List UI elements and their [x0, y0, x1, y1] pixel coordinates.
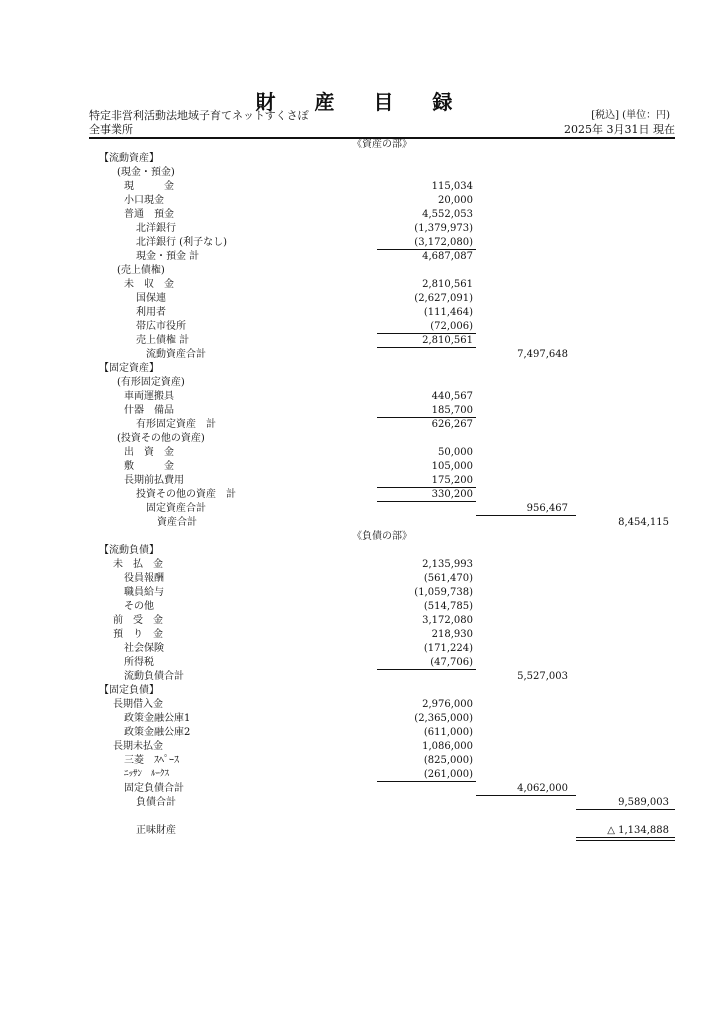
staff-salary-value: (1,059,738) [414, 587, 473, 598]
capital-investment-value: 50,000 [438, 447, 473, 458]
accrued-payable-value: 2,135,993 [422, 559, 473, 570]
fixed-assets-heading: 【固定資産】 [99, 363, 159, 374]
accrued-income-value: 2,810,561 [422, 279, 473, 290]
investment-total-label: 投資その他の資産 計 [136, 489, 236, 500]
social-insurance-label: 社会保険 [124, 643, 164, 654]
subtotal-rule [576, 809, 675, 810]
kokuhoren-label: 国保連 [136, 293, 166, 304]
tangible-group-heading: (有形固定資産) [117, 377, 185, 388]
subtotal-rule [476, 515, 576, 516]
cash-group-heading: (現金・預金) [117, 167, 175, 178]
deposits-received-value: 218,930 [431, 629, 473, 640]
advance-received-label: 前 受 金 [113, 615, 163, 626]
social-insurance-value: (171,224) [423, 643, 473, 654]
current-liabilities-heading: 【流動負債】 [99, 545, 159, 556]
fixtures-value: 185,700 [431, 405, 473, 416]
assets-total-label: 資産合計 [157, 517, 197, 528]
fixed-assets-total-value: 956,467 [526, 503, 568, 514]
users-label: 利用者 [136, 307, 166, 318]
obihiro-city-value: (72,006) [430, 321, 473, 332]
users-value: (111,464) [423, 307, 473, 318]
receivables-total-value: 2,810,561 [422, 335, 473, 346]
jfc1-label: 政策金融公庫1 [124, 713, 191, 724]
investment-total-value: 330,200 [431, 489, 473, 500]
mitsubishi-space-value: (825,000) [423, 755, 473, 766]
accrued-payable-label: 未 払 金 [113, 559, 163, 570]
document-title: 財 産 目 録 [255, 90, 469, 114]
tangible-total-label: 有形固定資産 計 [136, 419, 216, 430]
hokuyo-bank-label: 北洋銀行 [136, 223, 176, 234]
income-tax-value: (47,706) [430, 657, 473, 668]
ordinary-deposit-label: 普通 預金 [124, 209, 174, 220]
deposit-value: 105,000 [431, 461, 473, 472]
petty-cash-value: 20,000 [438, 195, 473, 206]
cash-total-label: 現金・預金 計 [136, 251, 200, 262]
long-borrowings-value: 2,976,000 [422, 699, 473, 710]
subtotal-rule [377, 501, 476, 502]
long-payable-value: 1,086,000 [422, 741, 473, 752]
vehicles-label: 車両運搬具 [124, 391, 174, 402]
long-payable-label: 長期未払金 [113, 741, 163, 752]
accrued-income-label: 未 収 金 [124, 279, 174, 290]
subtotal-rule [377, 669, 476, 670]
jfc2-value: (611,000) [423, 727, 473, 738]
vehicles-value: 440,567 [431, 391, 473, 402]
kokuhoren-value: (2,627,091) [414, 293, 473, 304]
subtotal-rule [377, 347, 476, 348]
fixed-liabilities-heading: 【固定負債】 [99, 685, 159, 696]
jfc1-value: (2,365,000) [414, 713, 473, 724]
income-tax-label: 所得税 [124, 657, 154, 668]
current-assets-heading: 【流動資産】 [99, 153, 159, 164]
fixtures-label: 什器 備品 [124, 405, 174, 416]
other-label: その他 [124, 601, 154, 612]
nissan-roox-label: ﾆｯｻﾝ ﾙｰｸｽ [124, 769, 170, 779]
hokuyo-bank-nointerest-value: (3,172,080) [414, 237, 473, 248]
cash-label: 現 金 [124, 181, 174, 192]
officer-pay-value: (561,470) [423, 573, 473, 584]
long-prepaid-label: 長期前払費用 [124, 475, 184, 486]
long-prepaid-value: 175,200 [431, 475, 473, 486]
tax-unit-note: [税込] (単位：円) [591, 110, 670, 121]
mitsubishi-space-label: 三菱 ｽﾍﾟｰｽ [124, 755, 179, 766]
fixed-assets-total-label: 固定資産合計 [146, 503, 206, 514]
current-assets-total-label: 流動資産合計 [146, 349, 206, 360]
subtotal-rule [377, 781, 476, 782]
advance-received-value: 3,172,080 [422, 615, 473, 626]
liabilities-total-label: 負債合計 [136, 797, 176, 808]
net-assets-value: △ 1,134,888 [607, 825, 669, 836]
fixed-liabilities-total-value: 4,062,000 [517, 783, 568, 794]
double-total-rule [576, 837, 675, 841]
staff-salary-label: 職員給与 [124, 587, 164, 598]
current-liabilities-total-label: 流動負債合計 [124, 671, 184, 682]
petty-cash-label: 小口現金 [124, 195, 164, 206]
fixed-liabilities-total-label: 固定負債合計 [124, 783, 184, 794]
assets-section-title: 《資産の部》 [352, 139, 412, 150]
investment-group-heading: (投資その他の資産) [117, 433, 205, 444]
liabilities-total-value: 9,589,003 [618, 797, 669, 808]
organization-name: 特定非営利活動法地域子育てネットすくさぽ [89, 109, 309, 122]
deposits-received-label: 預 り 金 [113, 629, 163, 640]
ordinary-deposit-value: 4,552,053 [422, 209, 473, 220]
current-assets-total-value: 7,497,648 [517, 349, 568, 360]
receivables-group-heading: (売上債権) [117, 265, 165, 276]
deposit-label: 敷 金 [124, 461, 174, 472]
as-of-date: 2025年 3月31日 現在 [564, 123, 675, 136]
subtotal-rule [476, 795, 576, 796]
current-liabilities-total-value: 5,527,003 [517, 671, 568, 682]
long-borrowings-label: 長期借入金 [113, 699, 163, 710]
hokuyo-bank-value: (1,379,973) [414, 223, 473, 234]
assets-total-value: 8,454,115 [618, 517, 669, 528]
receivables-total-label: 売上債権 計 [136, 335, 190, 346]
other-value: (514,785) [423, 601, 473, 612]
net-assets-label: 正味財産 [136, 825, 176, 836]
hokuyo-bank-nointerest-label: 北洋銀行 (利子なし) [136, 237, 227, 248]
scope-label: 全事業所 [89, 123, 133, 136]
obihiro-city-label: 帯広市役所 [136, 321, 186, 332]
cash-value: 115,034 [431, 181, 473, 192]
tangible-total-value: 626,267 [431, 419, 473, 430]
cash-total-value: 4,687,087 [422, 251, 473, 262]
jfc2-label: 政策金融公庫2 [124, 727, 191, 738]
capital-investment-label: 出 資 金 [124, 447, 174, 458]
nissan-roox-value: (261,000) [423, 769, 473, 780]
liabilities-section-title: 《負債の部》 [352, 531, 412, 542]
officer-pay-label: 役員報酬 [124, 573, 164, 584]
